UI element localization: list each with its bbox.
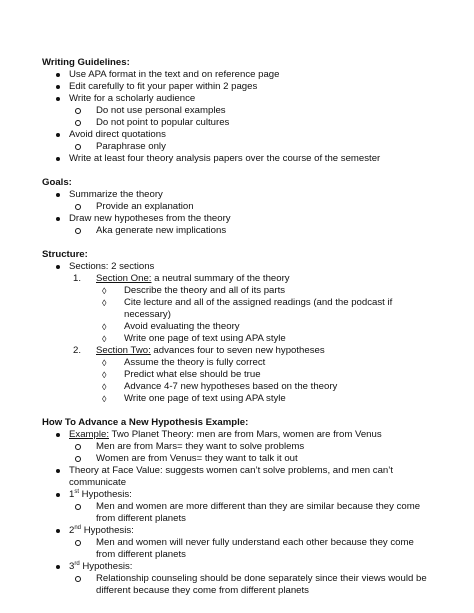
goals-heading: Goals: <box>42 177 72 188</box>
structure-heading: Structure: <box>42 249 88 260</box>
list-item: ◊ Predict what else should be true <box>102 369 261 380</box>
list-item: Write for a scholarly audience Do not use personal examples Do not point to popular cultures <box>42 93 434 129</box>
list-item: Theory at Face Value: suggests women can’t solve problems, and men can’t communicate <box>69 465 394 488</box>
example-label: Example: <box>69 429 109 440</box>
diamond-bullet-icon: ◊ <box>102 322 107 332</box>
list-item: Paraphrase only <box>96 141 166 152</box>
list-item: 3rd Hypothesis: Relationship counseling should be done separately since their views would be different because they come from different planets <box>42 561 434 597</box>
list-item: Do not use personal examples <box>96 105 226 116</box>
writing-guidelines-section <box>42 57 434 165</box>
list-item: Do not point to popular cultures <box>96 117 230 128</box>
diamond-bullet-icon: ◊ <box>102 334 107 344</box>
diamond-bullet-icon: ◊ <box>102 370 107 380</box>
hypothesis-example-list <box>42 429 434 597</box>
list-item: ◊ Avoid evaluating the theory <box>102 321 240 332</box>
list-item: ◊ Write one page of text using APA style <box>102 393 286 404</box>
list-item: Men and women will never fully understand each other because they come from different planets <box>96 537 414 560</box>
structure-list <box>42 261 434 405</box>
section-two-item: 2. Section Two: advances four to seven new hypotheses ◊ Assume the theory is fully correct ◊ Predict what else should be true ◊ Advance 4-7 new hypotheses based on the theory ◊ Write one page of text using APA style <box>69 345 434 405</box>
diamond-bullet-icon: ◊ <box>102 382 107 392</box>
list-item: Use APA format in the text and on reference page <box>69 69 280 80</box>
list-item: Women are from Venus= they want to talk it out <box>96 453 298 464</box>
hypothesis-example-section <box>42 417 434 597</box>
list-item: Men are from Mars= they want to solve problems <box>96 441 305 452</box>
list-item: Aka generate new implications <box>96 225 227 236</box>
list-item: Edit carefully to fit your paper within 2 pages <box>69 81 258 92</box>
goals-section <box>42 177 434 237</box>
diamond-bullet-icon: ◊ <box>102 298 107 308</box>
diamond-bullet-icon: ◊ <box>102 394 107 404</box>
diamond-bullet-icon: ◊ <box>102 358 107 368</box>
list-item: Men and women are more different than they are similar because they come from different planets <box>96 501 421 524</box>
list-item: Avoid direct quotations Paraphrase only <box>42 129 434 153</box>
section-one-title: Section One: <box>96 273 152 284</box>
list-item: Provide an explanation <box>96 201 194 212</box>
goals-list <box>42 189 434 237</box>
list-item: ◊ Assume the theory is fully correct <box>102 357 266 368</box>
diamond-bullet-icon: ◊ <box>102 286 107 296</box>
writing-guidelines-heading: Writing Guidelines: <box>42 57 130 68</box>
list-item: ◊ Write one page of text using APA style <box>102 333 286 344</box>
section-one-item: 1. Section One: a neutral summary of the theory ◊ Describe the theory and all of its parts ◊ Cite lecture and all of the assigned readings (and the podcast if necessary) ◊ Avoid evaluating the theory ◊ Write one page of text using APA style <box>69 273 434 345</box>
list-item: Example: Two Planet Theory: men are from Mars, women are from Venus Men are from Mars= they want to solve problems Women are from Venus= they want to talk it out <box>42 429 434 465</box>
section-two-title: Section Two: <box>96 345 151 356</box>
list-item: ◊ Cite lecture and all of the assigned readings (and the podcast if necessary) <box>102 297 393 320</box>
list-item: Summarize the theory Provide an explanation <box>42 189 434 213</box>
writing-guidelines-list <box>42 69 434 165</box>
structure-section <box>42 249 434 405</box>
list-item: 2nd Hypothesis: Men and women will never fully understand each other because they come from different planets <box>42 525 434 561</box>
list-item: Write at least four theory analysis papers over the course of the semester <box>69 153 381 164</box>
list-item: Draw new hypotheses from the theory Aka generate new implications <box>42 213 434 237</box>
list-item: 1st Hypothesis: Men and women are more different than they are similar because they come from different planets <box>42 489 434 525</box>
list-item: Relationship counseling should be done separately since their views would be different because they come from different planets <box>96 573 427 596</box>
hypothesis-example-heading: How To Advance a New Hypothesis Example: <box>42 417 249 428</box>
list-item: ◊ Describe the theory and all of its parts <box>102 285 286 296</box>
list-item: Sections: 2 sections 1. Section One: a neutral summary of the theory ◊ Describe the theory and all of its parts ◊ Cite lecture and all of the assigned readings (and the podcast if necessary) ◊ Avoid evaluating the theory ◊ Write one page of text using APA style 2. Section Two: advances four to seven new hypotheses ◊ Assume the theory is fully correct ◊ Predict what else should be true ◊ Advance 4-7 new hypotheses based on the theory ◊ Write one page of text using APA style <box>42 261 434 405</box>
list-item: ◊ Advance 4-7 new hypotheses based on the theory <box>102 381 338 392</box>
